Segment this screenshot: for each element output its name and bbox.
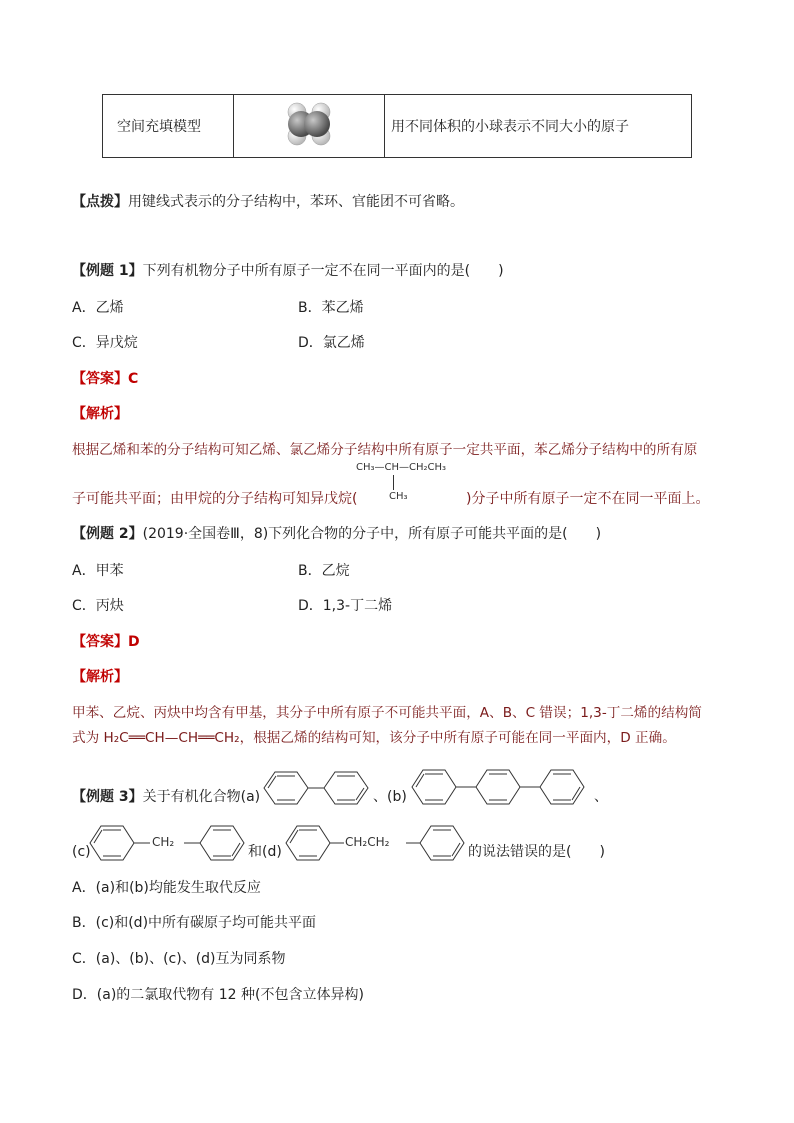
ex1-question: 下列有机物分子中所有原子一定不在同一平面内的是( ) [142, 263, 504, 279]
ex1-option-c: C．异戊烷 [72, 335, 138, 351]
ex2-option-c: C．丙炔 [72, 598, 124, 614]
ex1-analysis-label: 【解析】 [72, 406, 128, 422]
ex1-label: 【例题 1】 [72, 263, 143, 279]
terphenyl-structure [408, 766, 594, 808]
ex1-option-b: B．苯乙烯 [298, 300, 364, 316]
ex2-option-d: D．1,3-丁二烯 [298, 598, 393, 614]
isopentane-structure [356, 463, 466, 505]
ex1-option-a: A．乙烯 [72, 300, 124, 316]
ex2-answer-line [72, 635, 140, 649]
biphenyl-structure [258, 768, 374, 808]
ex3-label: 【例题 3】 [72, 789, 143, 805]
tip-text: 用键线式表示的分子结构中，苯环、官能团不可省略。 [128, 194, 464, 210]
model-desc-cell [385, 95, 692, 158]
model-name: 空间充填模型 [117, 119, 201, 135]
ex3-option-b: B．(c)和(d)中所有碳原子均可能共平面 [72, 915, 317, 931]
model-name-cell [103, 95, 234, 158]
ex2-label: 【例题 2】 [72, 526, 143, 542]
ex1-question-line [72, 264, 504, 278]
ex2-answer-label: 【答案】 [72, 634, 128, 650]
ex3-question-end: 的说法错误的是( ) [468, 844, 605, 860]
ex2-option-b: B．乙烷 [298, 563, 350, 579]
ex1-analysis-line1: 根据乙烯和苯的分子结构可知乙烯、氯乙烯分子结构中所有原子一定共平面，苯乙烯分子结构中的所有原 [72, 442, 698, 458]
model-table [102, 94, 692, 158]
ex1-answer-line [72, 372, 138, 386]
ex1-analysis-line2a: 子可能共平面；由甲烷的分子结构可知异戊烷( [72, 491, 358, 507]
ex3-intro: 关于有机化合物(a) [142, 789, 261, 805]
ex2-option-a: A．甲苯 [72, 563, 124, 579]
ex3-c-label: (c) [72, 844, 91, 860]
isopentane-branch-bond [393, 475, 394, 490]
ex3-sep-end: 、 [594, 789, 608, 805]
isopentane-branch: CH₃ [389, 491, 408, 502]
ex3-sep-b: 、(b) [373, 789, 407, 805]
ex2-answer: D [128, 634, 140, 650]
ex2-question-line [72, 527, 601, 541]
butadiene-formula: H₂C══CH—CH══CH₂ [103, 730, 240, 746]
ex2-analysis-line1: 甲苯、乙烷、丙炔中均含有甲基，其分子中所有原子不可能共平面，A、B、C 错误；1,3-丁二烯的结构简 [72, 705, 702, 721]
ex3-intro-line [72, 790, 260, 804]
model-desc: 用不同体积的小球表示不同大小的原子 [391, 119, 629, 135]
ex1-option-d: D．氯乙烯 [298, 335, 365, 351]
tip-label: 【点拨】 [72, 194, 128, 210]
ex3-and-d: 和(d) [248, 844, 282, 860]
ex3-option-a: A．(a)和(b)均能发生取代反应 [72, 880, 261, 896]
space-filling-model-image [279, 101, 339, 147]
methylene-label: CH₂ [152, 835, 175, 849]
ex1-answer: C [128, 371, 139, 387]
ethylene-bridge-label: CH₂CH₂ [345, 835, 390, 849]
ex2-analysis-line2a: 式为 [72, 730, 104, 746]
tip-line [72, 195, 464, 209]
ex2-question: (2019·全国卷Ⅲ，8)下列化合物的分子中，所有原子可能共平面的是( ) [142, 526, 602, 542]
ex1-answer-label: 【答案】 [72, 371, 128, 387]
ex3-option-d: D．(a)的二氯取代物有 12 种(不包含立体异构) [72, 987, 364, 1003]
ex2-analysis-line2 [72, 732, 676, 746]
ex2-analysis-line2b: ，根据乙烯的结构可知，该分子中所有原子可能在同一平面内，D 正确。 [239, 730, 676, 746]
ex1-analysis-line2b: )分子中所有原子一定不在同一平面上。 [466, 491, 710, 507]
model-image-cell [234, 95, 385, 158]
isopentane-main-chain: CH₃—CH—CH₂CH₃ [356, 462, 447, 473]
ex2-analysis-label: 【解析】 [72, 669, 128, 685]
ex3-option-c: C．(a)、(b)、(c)、(d)互为同系物 [72, 951, 286, 967]
